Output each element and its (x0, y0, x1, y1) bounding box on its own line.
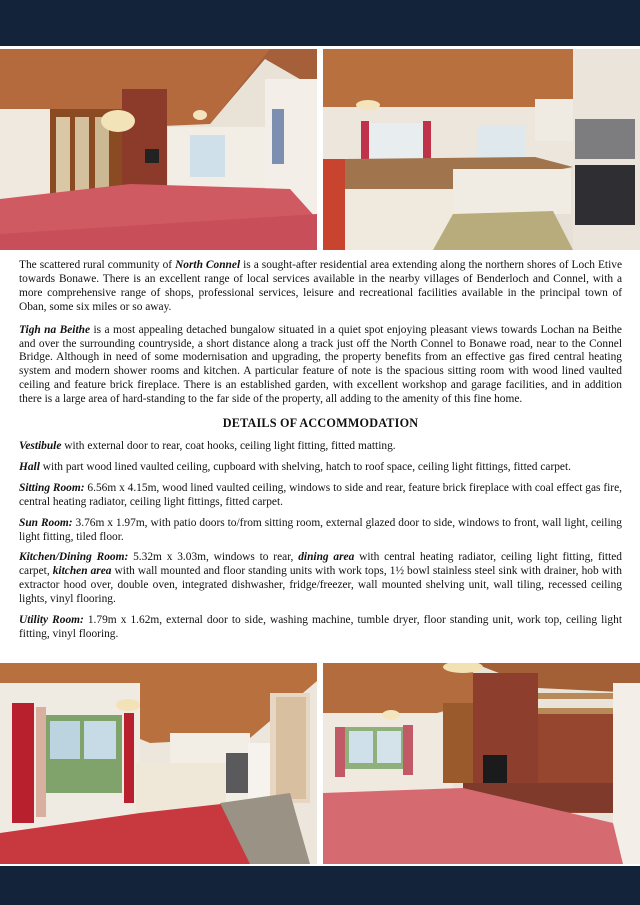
room-sun (19, 517, 622, 545)
room-text: 1.79m x 1.62m, external door to side, washing machine, tumble dryer, floor standing unit, work top, ceiling light fitting, vinyl flooring. (19, 614, 622, 640)
room-text: with part wood lined vaulted ceiling, cupboard with shelving, hatch to roof space, ceiling light fittings, fitted carpet. (39, 460, 572, 473)
room-text: with central heating radiator, ceiling light fitting, fitted carpet, (19, 551, 623, 578)
property-name: Tigh na Beithe (19, 323, 91, 336)
footer-band (0, 866, 640, 905)
place-name: North Connel (175, 259, 241, 271)
room-label: Kitchen/Dining Room: (19, 551, 129, 564)
room-label: Utility Room: (19, 614, 84, 627)
room-label: Sun Room: (19, 516, 73, 529)
room-sitting (19, 482, 622, 510)
intro-text-1: The scattered rural community of (19, 259, 176, 271)
room-hall (19, 461, 622, 475)
room-text: with wall mounted and floor standing units with work tops, 1½ bowl stainless steel sink with drainer, hob with extractor hood over, double oven, integrated dishwasher, fridge/freezer, wall mounted shelving unit, wall tiling, recessed ceiling lights, vinyl flooring. (19, 565, 622, 606)
room-label: Sitting Room: (19, 481, 85, 494)
room-label: Hall (19, 460, 40, 473)
intro-paragraph (19, 259, 622, 315)
kitchen-area-label: kitchen area (52, 565, 112, 578)
room-text: with external door to rear, coat hooks, ceiling light fitting, fitted matting. (61, 439, 396, 452)
room-text: 5.32m x 3.03m, windows to rear, (128, 551, 299, 564)
property-paragraph (19, 324, 622, 407)
header-band (0, 0, 640, 46)
section-heading: DETAILS OF ACCOMMODATION (222, 416, 419, 431)
dining-area-label: dining area (298, 551, 355, 564)
room-vestibule (19, 440, 622, 454)
property-description: is a most appealing detached bungalow situated in a quiet spot enjoying pleasant views towards Lochan na Beithe and over the surrounding countryside, a short distance along a track just off the North Connel to Bonawe road, near to the Connel Bridge. Although in need of some modernisation and upgrading, the property benefits from an effective gas fired central heating system and modern shower rooms and kitchen. A particular feature of note is the spacious sitting room with wood lined vaulted ceiling and feature brick fireplace. There is an established garden, with excellent workshop and garage facilities, and in addition there is a large area of hard-standing to the far side of the property, all adding to the amenity of this fine home. (19, 323, 622, 406)
room-utility (19, 614, 622, 642)
room-kitchen-dining (19, 551, 622, 607)
document-body (19, 259, 622, 649)
sitting-room-photo (0, 49, 317, 250)
kitchen-photo (323, 49, 640, 250)
room-text: 3.76m x 1.97m, with patio doors to/from sitting room, external glazed door to side, windows to front, wall light, ceiling light fitting, tiled floor. (19, 516, 623, 543)
dining-kitchen-photo (0, 663, 317, 864)
intro-text-2: is a sought-after residential area extending along the northern shores of Loch Etive towards Bonawe. There is an excellent range of local services available in the nearby villages of Benderloch and Connel, with a more comprehensive range of shops, professional services, leisure and recreational facilities available in the principal town of Oban, some six miles or so away. (19, 259, 622, 313)
room-label: Vestibule (19, 439, 62, 452)
fireplace-photo (323, 663, 640, 864)
room-text: 6.56m x 4.15m, wood lined vaulted ceiling, windows to side and rear, feature brick fireplace with coal effect gas fire, central heating radiator, ceiling light fittings, fitted carpet. (19, 481, 623, 508)
